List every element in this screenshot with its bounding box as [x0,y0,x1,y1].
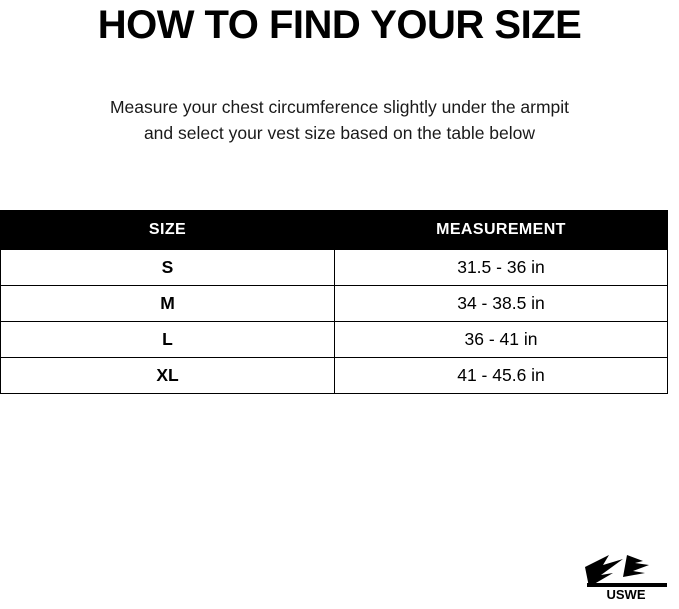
table-row [1,358,668,394]
cell-measurement: 36 - 41 in [335,322,668,358]
column-header-measurement: MEASUREMENT [335,211,668,250]
column-header-size: SIZE [1,211,335,250]
cell-size: S [1,250,335,286]
table-header-row [1,211,668,250]
cell-measurement: 31.5 - 36 in [335,250,668,286]
cell-size: XL [1,358,335,394]
cell-size: L [1,322,335,358]
instructions-line-1: Measure your chest circumference slightly under the armpit [109,97,570,117]
page-title: HOW TO FIND YOUR SIZE [97,3,582,47]
table-row [1,250,668,286]
size-table [0,210,668,394]
cell-measurement: 41 - 45.6 in [335,358,668,394]
instructions-line-2: and select your vest size based on the table below [143,123,536,144]
size-table-body [1,250,668,394]
cell-measurement: 34 - 38.5 in [335,286,668,322]
table-row [1,286,668,322]
table-row [1,322,668,358]
instructions-text [0,46,679,147]
cell-size: M [1,286,335,322]
logo-wordmark: USWE [606,587,646,601]
size-table-head [1,211,668,250]
uswe-logo-icon [583,553,669,601]
size-table-container [0,210,667,394]
